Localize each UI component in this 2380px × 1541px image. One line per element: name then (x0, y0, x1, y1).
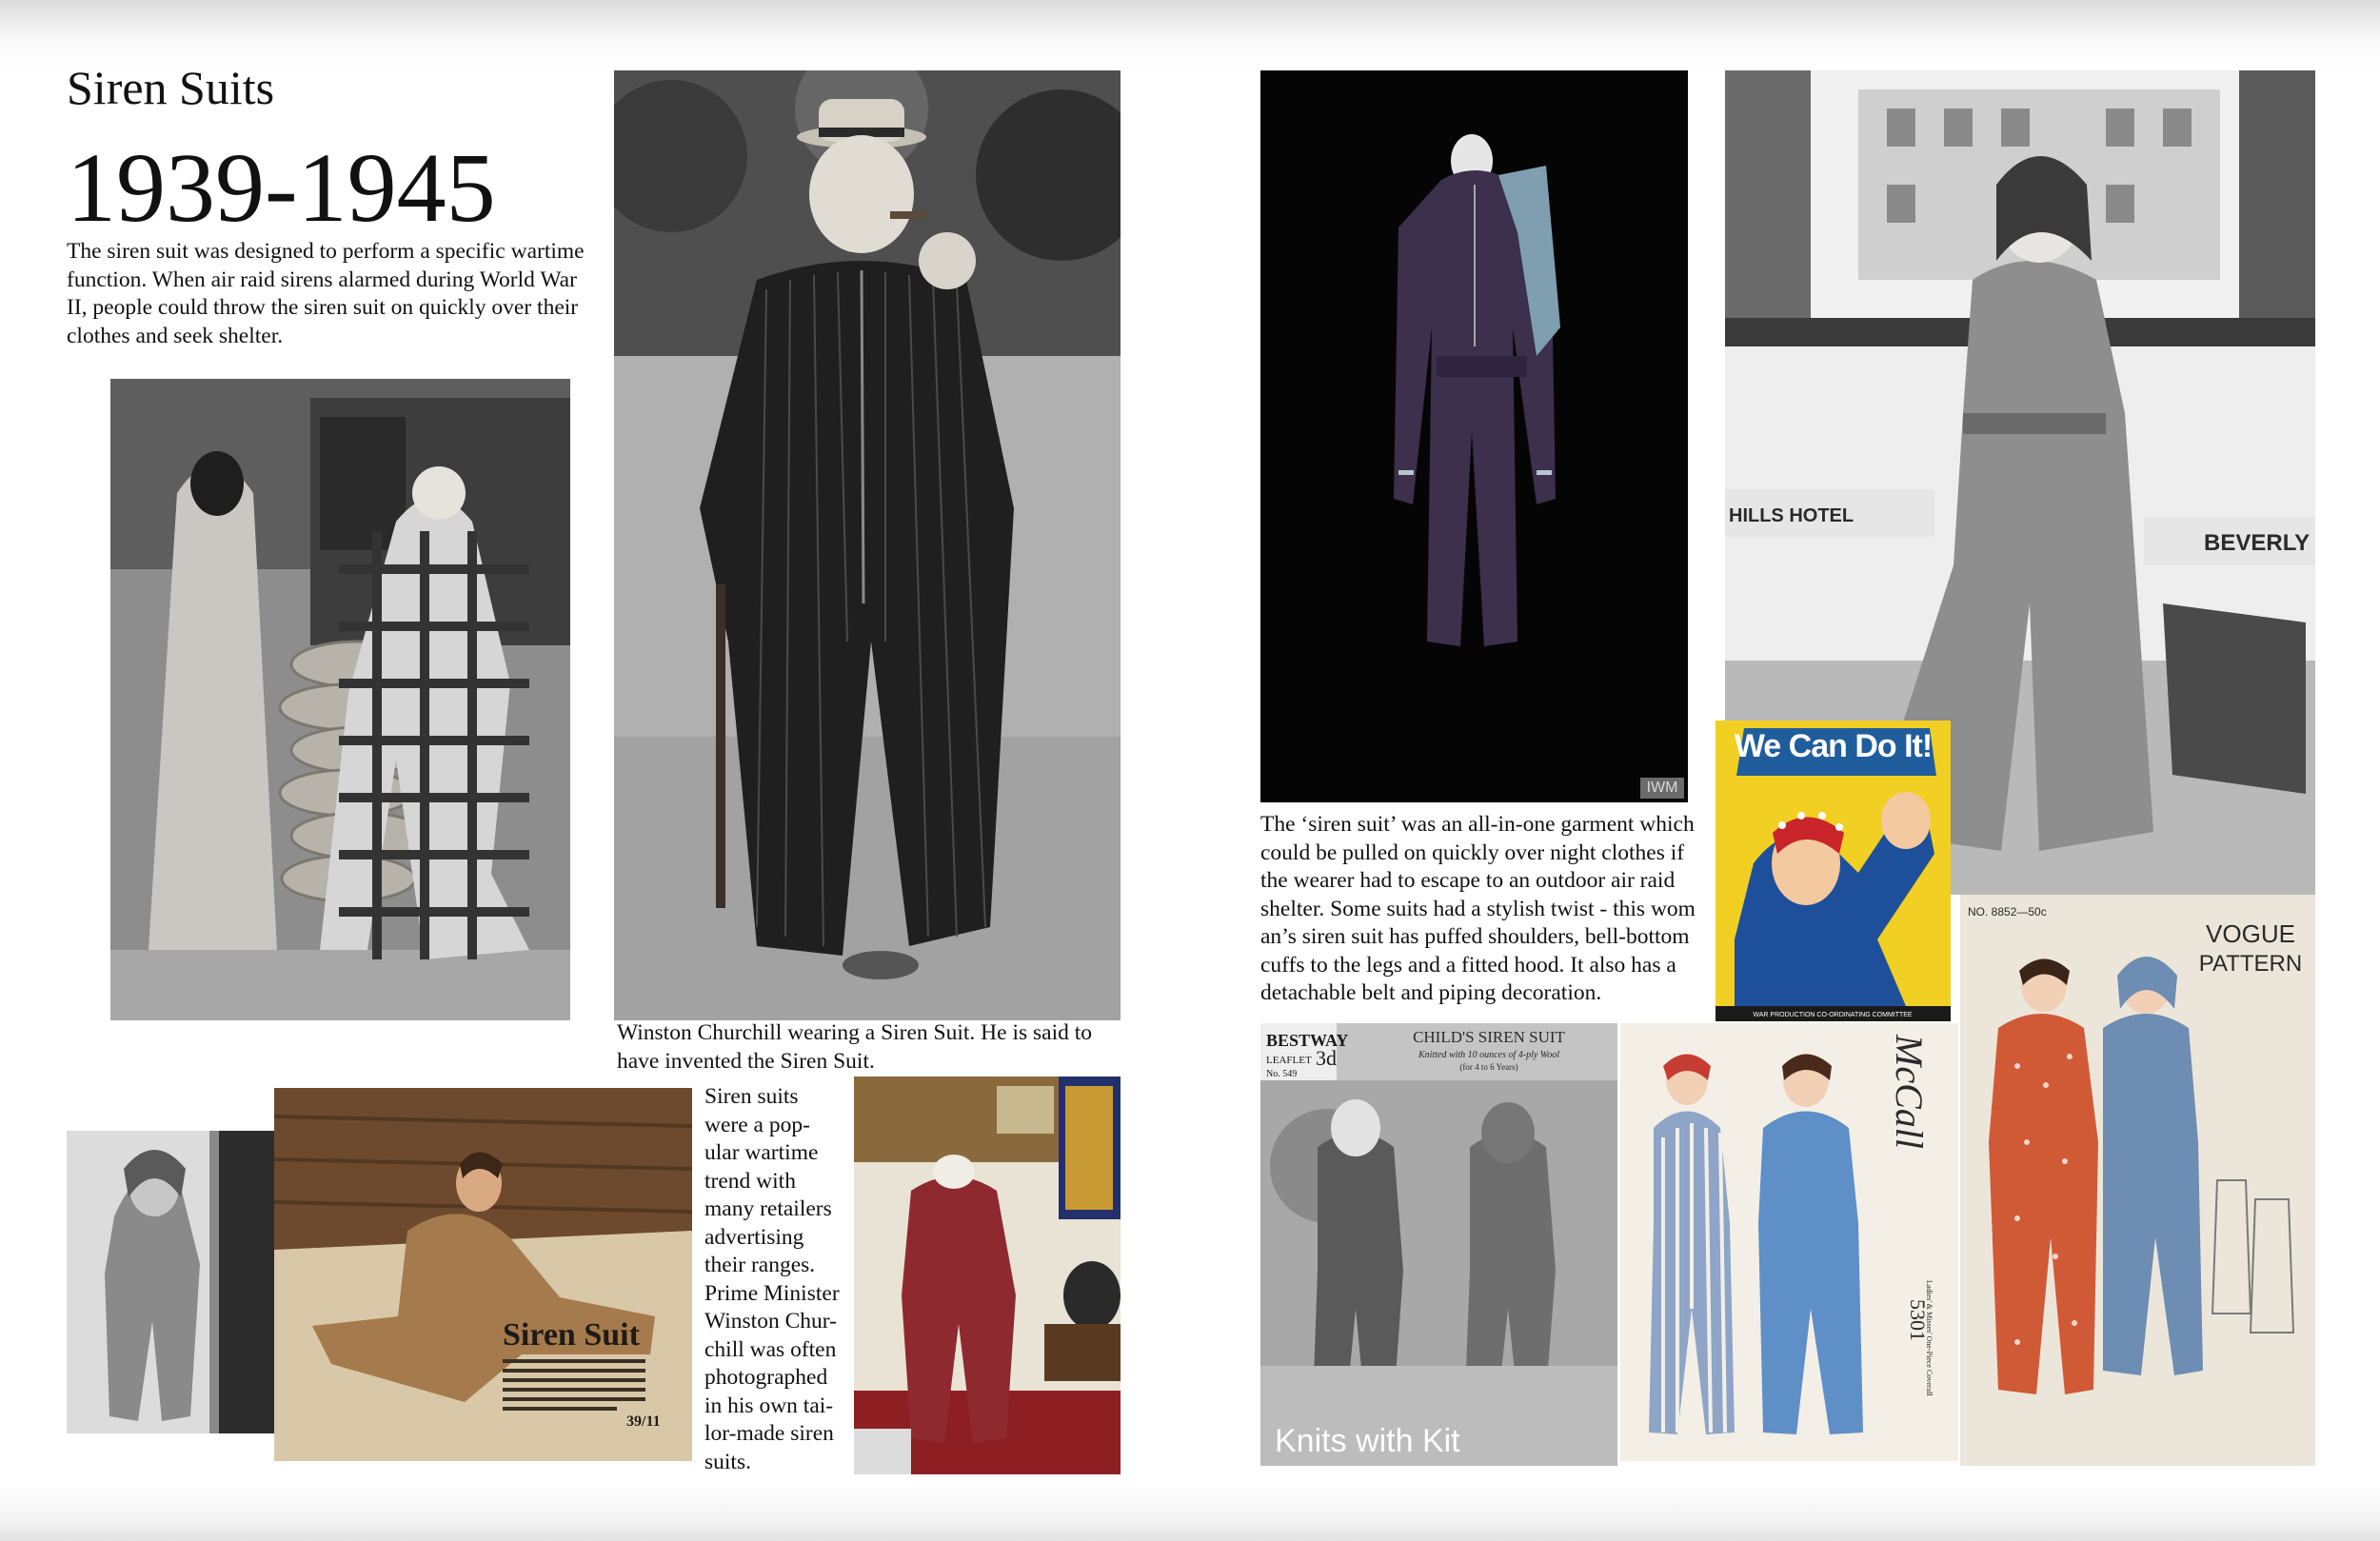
vogue-siren-suit-pattern (1960, 895, 2315, 1466)
intro-line: II, people could throw the siren suit on quickly over their (67, 295, 579, 320)
trend-line: were a pop- (704, 1112, 810, 1137)
intro-paragraph (67, 238, 628, 350)
vogue-subtitle: PATTERN (2198, 951, 2303, 977)
iwm-siren-suit-garment-photo (1260, 70, 1688, 802)
trend-line: Prime Minister (704, 1280, 840, 1306)
bestway-price: 3d (1316, 1046, 1337, 1070)
knits-signature: Knits with Kit (1275, 1423, 1460, 1459)
trend-line: ular wartime (704, 1140, 819, 1165)
red-velvet-siren-suit-photo (854, 1077, 1121, 1474)
trend-line: many retailers (704, 1196, 832, 1221)
ad-price: 39/11 (626, 1413, 661, 1430)
garment-description (1260, 811, 1727, 1008)
section-title: Siren Suits (67, 61, 275, 114)
vogue-title: VOGUE (2206, 919, 2295, 948)
trend-paragraph (704, 1083, 857, 1476)
garment-line: shelter. Some suits had a stylish twist - this wom (1260, 896, 1696, 921)
poster-footer: WAR PRODUCTION CO-ORDINATING COMMITTEE (1753, 1012, 1913, 1018)
hotel-sign: HILLS HOTEL (1729, 505, 1854, 526)
hooded-woman-photo (67, 1131, 274, 1433)
vogue-number: NO. 8852—50c (1968, 905, 2047, 919)
bestway-childs-siren-suit-leaflet (1260, 1023, 1617, 1466)
mccall-siren-suit-pattern (1620, 1023, 1958, 1461)
bestway-leaflet: LEAFLET (1266, 1055, 1312, 1066)
we-can-do-it-poster (1716, 721, 1951, 1021)
garment-line: could be pulled on quickly over night clothes if (1260, 840, 1685, 865)
ad-headline: Siren Suit (503, 1317, 640, 1353)
churchill-siren-suit-photo (614, 70, 1121, 1020)
childs-suit-subtitle: Knitted with 10 ounces of 4-ply Wool (1418, 1050, 1559, 1060)
bestway-brand: BESTWAY (1266, 1031, 1349, 1050)
mccall-brand: McCall (1888, 1035, 1931, 1149)
trend-line: advertising (704, 1224, 804, 1250)
garment-line: an’s siren suit has puffed shoulders, bell-bottom (1260, 924, 1690, 949)
beverly-sign: BEVERLY (2204, 530, 2311, 556)
trend-line: photographed (704, 1365, 828, 1390)
trend-line: Winston Chur- (704, 1309, 837, 1334)
garment-line: the wearer had to escape to an outdoor air raid (1260, 868, 1676, 893)
trend-line: suits. (704, 1449, 751, 1474)
trend-line: their ranges. (704, 1253, 816, 1277)
garment-line: detachable belt and piping decoration. (1260, 980, 1602, 1005)
trend-line: chill was often (704, 1336, 837, 1362)
churchill-caption (617, 1019, 1131, 1076)
siren-suit-advertisement (274, 1088, 692, 1461)
garment-line: cuffs to the legs and a fitted hood. It also has a (1260, 952, 1676, 978)
childs-suit-title: CHILD'S SIREN SUIT (1413, 1028, 1565, 1046)
trend-line: Siren suits (704, 1084, 799, 1109)
two-women-siren-suits-photo (110, 379, 570, 1020)
garment-line: The ‘siren suit’ was an all-in-one garment which (1260, 812, 1695, 837)
intro-line: clothes and seek shelter. (67, 323, 284, 348)
iwm-watermark: IWM (1640, 778, 1684, 799)
poster-slogan: We Can Do It! (1734, 728, 1933, 764)
intro-line: function. When air raid sirens alarmed during World War (67, 267, 577, 292)
intro-line: The siren suit was designed to perform a specific wartime (67, 239, 585, 264)
mccall-description: Ladies' & Misses' One-Piece Coverall (1925, 1280, 1934, 1396)
year-range-heading: 1939-1945 (67, 133, 496, 243)
mccall-number: 5301 (1906, 1299, 1930, 1341)
caption-line: Winston Churchill wearing a Siren Suit. He is said to (617, 1020, 1093, 1045)
trend-line: in his own tai- (704, 1393, 834, 1418)
bestway-number: No. 549 (1266, 1069, 1298, 1079)
caption-line: have invented the Siren Suit. (617, 1048, 875, 1074)
trend-line: trend with (704, 1168, 796, 1194)
trend-line: lor-made siren (704, 1421, 834, 1446)
childs-suit-age: (for 4 to 6 Years) (1459, 1062, 1518, 1072)
